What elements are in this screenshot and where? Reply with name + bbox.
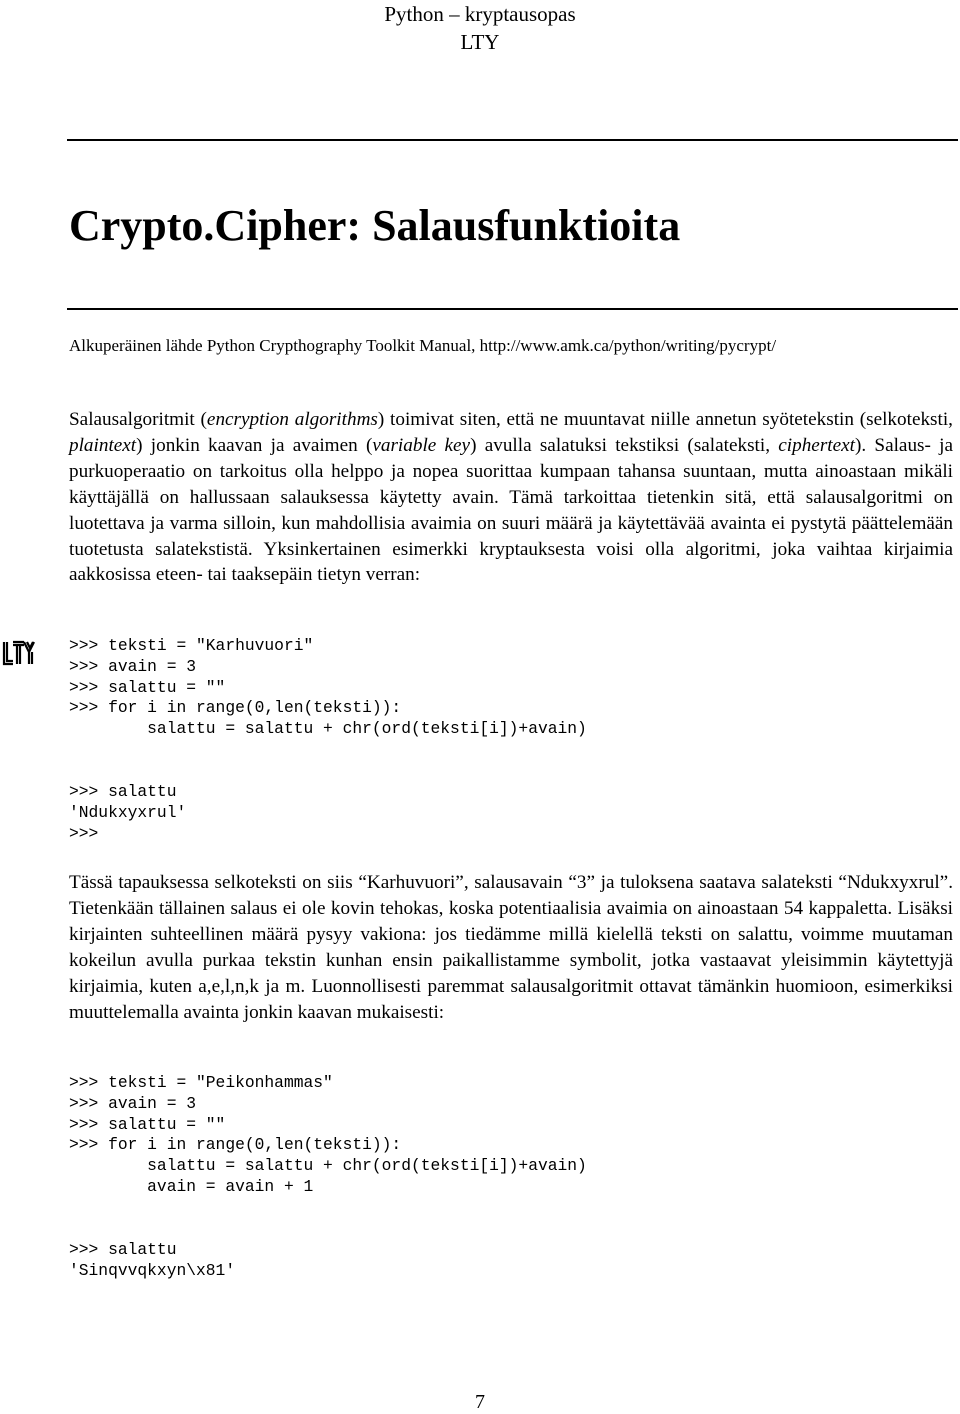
lty-logo [2,640,36,673]
lty-logo-icon [2,640,36,668]
bottom-divider [67,308,958,310]
header-title: Python – kryptausopas [384,2,576,26]
text-run: ) avulla salatuksi tekstiksi (salateksti, [470,434,779,456]
intro-paragraph [69,407,953,588]
text-run: ) toimivat siten, että ne muuntavat niille annetun syötetekstin (selkoteksti, [377,409,953,430]
italic-term: ciphertext [778,434,855,456]
code-block-peikonhammas: >>> teksti = "Peikonhammas" >>> avain = 3 >>> salattu = "" >>> for i in range(0,len(teksti)): salattu = salattu + chr(ord(teksti[i])+avain) avain = avain + 1 [69,1073,587,1196]
source-note: Alkuperäinen lähde Python Crypthography Toolkit Manual, http://www.amk.ca/python/writing/pycrypt/ [69,336,777,355]
code-block-karhuvuori: >>> teksti = "Karhuvuori" >>> avain = 3 >>> salattu = "" >>> for i in range(0,len(teksti)): salattu = salattu + chr(ord(teksti[i])+avain) [69,636,587,739]
header-org: LTY [460,30,500,54]
italic-term: variable key [372,434,471,456]
italic-term: plaintext [69,434,137,456]
top-divider [67,139,958,141]
text-run: ) jonkin kaavan ja avaimen ( [136,434,373,456]
code-block-output-1: >>> salattu 'Ndukxyxrul' >>> [69,782,187,843]
page-header [0,0,960,56]
italic-term: encryption algorithms [206,409,378,430]
page-number: 7 [475,1391,485,1413]
text-run: ). Salaus- ja purkuoperaatio on tarkoitus olla helppo ja nopea suorittaa kumpaan tahansa suuntaan, mutta ainoastaan mikäli käyttäjällä on hallussaan salauksessa käytetty avain. Tämä tarkoittaa tietenkin sitä, että salausalgoritmi on luotettava ja varma silloin, kun mahdollisia avaimia on suuri määrä ja käytettävää avainta ei pystytä päättelemään tuotetusta salatekstistä. Yksinkertainen esimerkki kryptauksesta voisi olla algoritmi, joka vaihtaa kirjaimia aakkosissa eteen- tai taaksepäin tietyn verran: [69,434,953,586]
code-block-output-2: >>> salattu 'Sinqvvqkxyn\x81' [69,1240,236,1280]
explanation-paragraph: Tässä tapauksessa selkoteksti on siis “Karhuvuori”, salausavain “3” ja tuloksena saatava salateksti “Ndukxyxrul”. Tietenkään tällainen salaus ei ole kovin tehokas, koska potentiaalisia avaimia on ainoastaan 54 kappaletta. Lisäksi kirjainten suhteellinen määrä pysyy vakiona: jos tiedämme millä kielellä teksti on salattu, voimme muutaman kokeilun avulla purkaa tekstin kunhan ensin paikallistamme symbolit, jotka vastaavat yleisimmin käytettyjä kirjaimia, kuten a,e,l,n,k ja m. Luonnollisesti paremmat salausalgoritmit ottavat tämänkin huomioon, esimerkiksi muuttelemalla avainta jonkin kaavan mukaisesti: [69,872,953,1023]
document-title: Crypto.Cipher: Salausfunktioita [69,201,681,250]
text-run: Salausalgoritmit ( [69,409,207,430]
